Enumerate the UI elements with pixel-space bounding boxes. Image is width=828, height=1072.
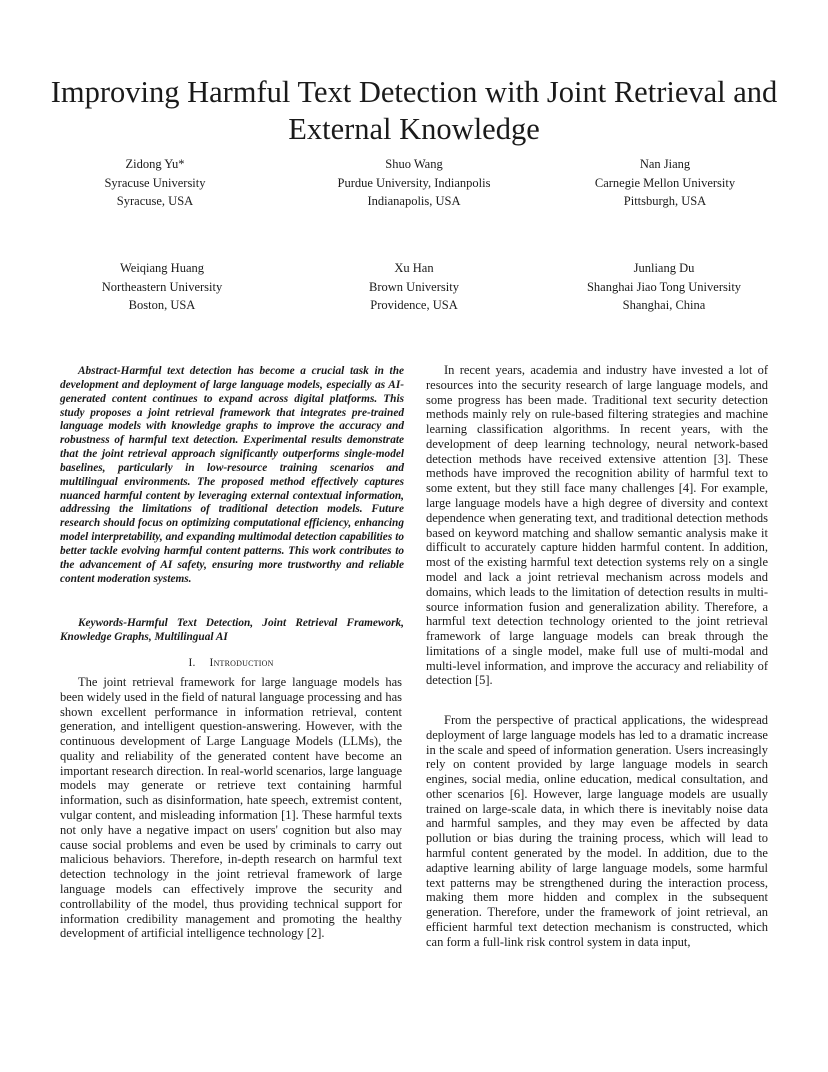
body-paragraph: From the perspective of practical applications, the widespread deployment of large language models has led to a dramatic increase in the scale and speed of information generation. Users increasingly rely on content provided by large language models in search engines, social media, online education, medical consultation, and other scenarios [6]. However, large language models are usually trained on large-scale data, in which there is inevitably noise data and harmful samples, and they may even be affected by data pollution or bias during the training process, which will lead to harmful content generated by the model. In addition, due to the adaptive learning ability of large language models, some harmful text patterns may be strengthened during the interaction process, making them more hidden and complex in the subsequent generation. Therefore, under the framework of joint retrieval, an efficient harmful text detection mechanism is constructed, which can form a full-link risk control system in data input, — [426, 713, 768, 949]
author-block — [534, 259, 794, 315]
author-block — [284, 155, 544, 211]
author-block — [25, 155, 285, 211]
author-affiliation: Syracuse University — [104, 175, 206, 190]
author-location: Shanghai, China — [622, 298, 706, 312]
author-block — [535, 155, 795, 211]
author-name: Zidong Yu* — [125, 157, 185, 171]
left-column — [60, 675, 402, 941]
author-location: Boston, USA — [128, 298, 196, 312]
author-location: Pittsburgh, USA — [623, 194, 707, 208]
author-affiliation: Purdue University, Indianpolis — [337, 175, 491, 190]
author-location: Syracuse, USA — [116, 194, 194, 208]
author-name: Shuo Wang — [385, 157, 443, 171]
author-name: Weiqiang Huang — [119, 261, 205, 275]
section-number: I. — [188, 657, 196, 669]
abstract: Abstract-Harmful text detection has become a crucial task in the development and deployment of large language models, especially as AI-generated content continues to expand across digital platforms. This study proposes a joint retrieval framework that integrates pre-trained language models with knowledge graphs to improve the accuracy and robustness of harmful text detection. Experimental results demonstrate that the joint retrieval approach significantly outperforms single-model baselines, particularly in low-resource training scenarios and multilingual environments. The proposed method effectively captures nuanced harmful content by leveraging external contextual information, addressing the limitations of traditional detection models. Future research should focus on optimizing computational efficiency, enhancing model interpretability, and expanding multimodal detection capabilities to better tackle evolving harmful content patterns. This work contributes to the advancement of AI safety, ensuring more trustworthy and reliable content moderation systems. — [60, 365, 404, 585]
author-affiliation: Northeastern University — [101, 279, 223, 294]
section-heading — [60, 656, 402, 670]
body-paragraph: In recent years, academia and industry have invested a lot of resources into the security research of large language models, and some progress has been made. Traditional text security detection methods mainly rely on rule-based filtering strategies and machine learning classification algorithms. In recent years, with the development of deep learning technology, neural network-based detection methods have received extensive attention [3]. These methods have improved the recognition ability of harmful text to some extent, but they still face many challenges [4]. For example, large language models have a high degree of diversity and context dependence when generating text, and traditional detection methods based on keyword matching and shallow semantic analysis make it difficult to accurately capture hidden harmful content. In addition, most of the existing harmful text detection systems rely on a single model and lack a joint retrieval mechanism across models and domains, which leads to the limitation of detection results in multi-source information fusion and generalization ability. Therefore, a harmful text detection technology oriented to the joint retrieval framework of large language models can break through the limitations of a single model, make full use of multi-modal and multi-level information, and improve the accuracy and reliability of detection [5]. — [426, 363, 768, 688]
author-location: Indianapolis, USA — [367, 194, 461, 208]
right-column — [426, 363, 768, 688]
author-block — [284, 259, 544, 315]
author-location: Providence, USA — [370, 298, 458, 312]
right-column-continued — [426, 713, 768, 950]
author-affiliation: Carnegie Mellon University — [594, 175, 736, 190]
author-block — [32, 259, 292, 315]
author-affiliation: Shanghai Jiao Tong University — [586, 279, 742, 294]
author-affiliation: Brown University — [369, 279, 459, 294]
keywords: Keywords-Harmful Text Detection, Joint Retrieval Framework, Knowledge Graphs, Multilingual AI — [60, 617, 404, 643]
section-title: Introduction — [209, 657, 274, 669]
author-name: Nan Jiang — [639, 157, 691, 171]
paper-title: Improving Harmful Text Detection with Joint Retrieval and External Knowledge — [50, 75, 778, 146]
author-name: Xu Han — [394, 261, 434, 275]
author-name: Junliang Du — [633, 261, 695, 275]
intro-paragraph: The joint retrieval framework for large language models has been widely used in the field of natural language processing and has shown excellent performance in information retrieval, content generation, and intelligent question-answering. However, with the continuous development of Large Language Models (LLMs), the quality and reliability of the generated content have become an important research direction. In real-world scenarios, large language models may generate or retrieve text containing harmful information, such as disinformation, hate speech, extremist content, vulgar content, and misleading information [1]. These harmful texts not only have a negative impact on users' cognition but also may cause social problems and even be used by criminals to carry out malicious behaviors. Therefore, in-depth research on harmful text detection technology in the joint retrieval framework of large language models can effectively improve the security and controllability of the model, thus providing technical support for information credibility management and promoting the healthy development of artificial intelligence technology [2]. — [60, 675, 402, 941]
